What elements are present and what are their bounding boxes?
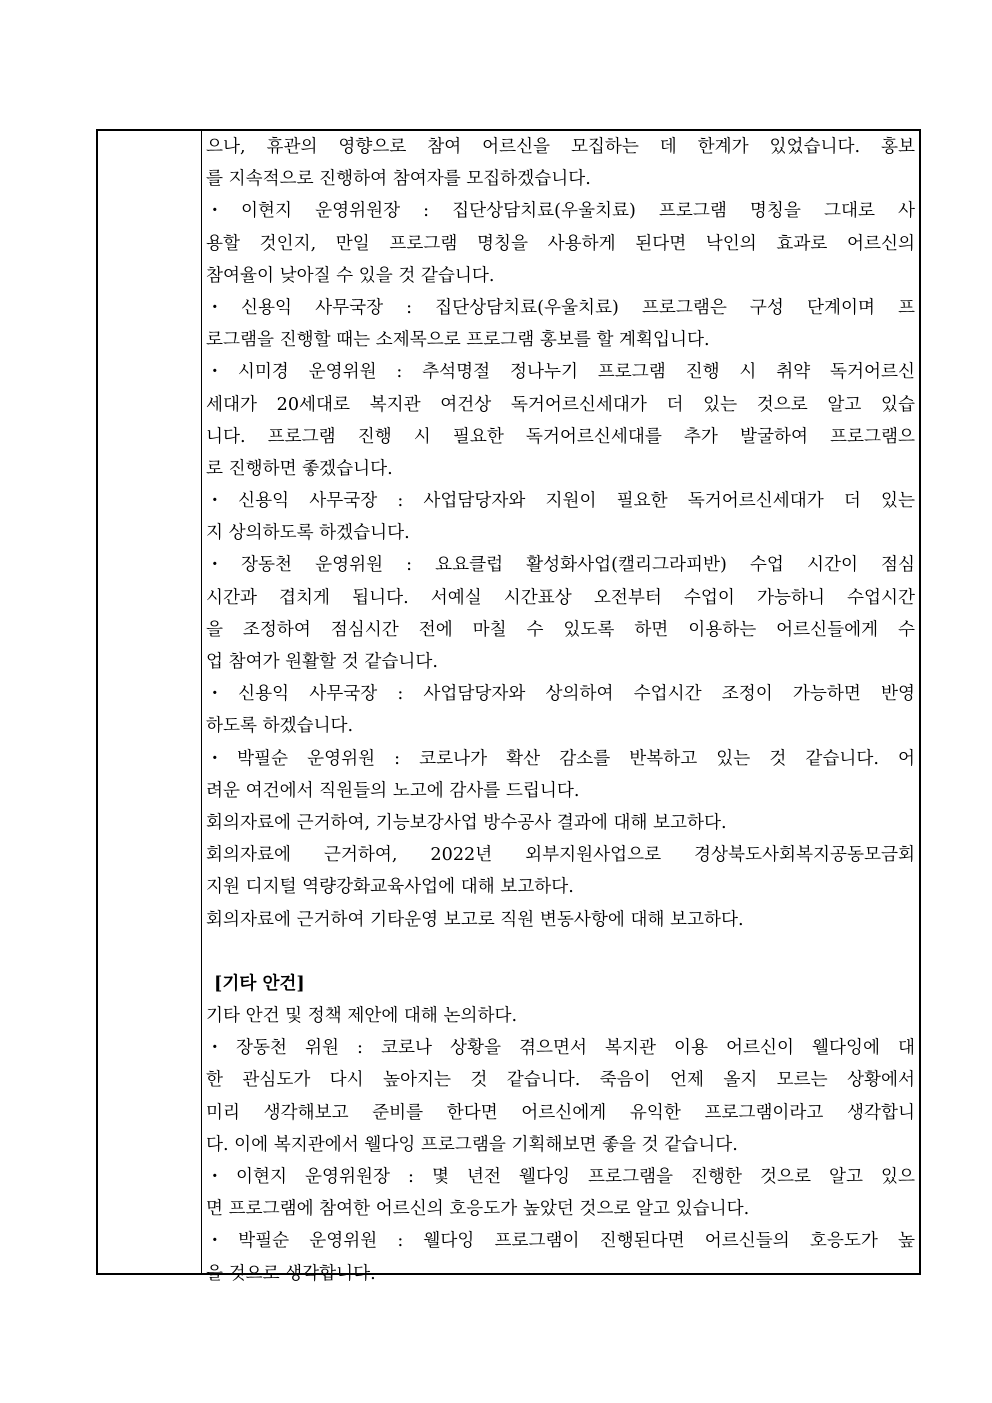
text-line: ・박필순 운영위원 : 코로나가 확산 감소를 반복하고 있는 것 같습니다. 어 [206,748,915,769]
text-line: 니다. 프로그램 진행 시 필요한 독거어르신세대를 추가 발굴하여 프로그램으 [206,426,915,447]
text-line: 회의자료에 근거하여 기타운영 보고로 직원 변동사항에 대해 보고하다. [206,909,744,930]
text-line: 시간과 겹치게 됩니다. 서예실 시간표상 오전부터 수업이 가능하니 수업시간 [206,587,915,608]
text-line: 을 조정하여 점심시간 전에 마칠 수 있도록 하면 이용하는 어르신들에게 수 [206,619,915,640]
text-line: ・이현지 운영위원장 : 몇 년전 웰다잉 프로그램을 진행한 것으로 알고 있으 [206,1167,915,1187]
text-line: ・신용익 사무국장 : 사업담당자와 지원이 필요한 독거어르신세대가 더 있는 [206,491,915,512]
text-line: 을 것으로 생각합니다. [206,1263,376,1284]
text-line: ・장동천 운영위원 : 요요클럽 활성화사업(캘리그라피반) 수업 시간이 점심 [206,555,915,576]
text-line: 로그램을 진행할 때는 소제목으로 프로그램 홍보를 할 계획입니다. [206,330,710,351]
text-line: 미리 생각해보고 준비를 한다면 어르신에게 유익한 프로그램이라고 생각합니 [206,1102,915,1123]
section-heading: [기타 안건] [214,972,305,994]
text-line: 세대가 20세대로 복지관 여건상 독거어르신세대가 더 있는 것으로 알고 있습 [206,394,915,415]
content-column [202,131,919,1284]
text-line: 지원 디지털 역량강화교육사업에 대해 보고하다. [206,877,574,898]
blank-line [206,936,915,968]
text-line: 를 지속적으로 진행하여 참여자를 모집하겠습니다. [206,169,591,190]
text-line: ・박필순 운영위원 : 웰다잉 프로그램이 진행된다면 어르신들의 호응도가 높 [206,1231,915,1252]
text-line: 면 프로그램에 참여한 어르신의 호응도가 높았던 것으로 알고 있습니다. [206,1199,750,1220]
label-column [98,131,202,1273]
text-line: ・이현지 운영위원장 : 집단상담치료(우울치료) 프로그램 명칭을 그대로 사 [206,201,915,222]
text-line: 하도록 하겠습니다. [206,716,354,737]
text-line: ・시미경 운영위원 : 추석명절 정나누기 프로그램 진행 시 취약 독거어르신 [206,362,915,383]
text-line: 려운 여건에서 직원들의 노고에 감사를 드립니다. [206,780,580,801]
minutes-table [96,129,921,1284]
text-line: 지 상의하도록 하겠습니다. [206,523,410,544]
text-line: 회의자료에 근거하여, 2022년 외부지원사업으로 경상북도사회복지공동모금회 [206,845,915,866]
text-line: 업 참여가 원활할 것 같습니다. [206,652,438,672]
text-line: 다. 이에 복지관에서 웰다잉 프로그램을 기획해보면 좋을 것 같습니다. [206,1134,738,1155]
text-line: 참여율이 낮아질 수 있을 것 같습니다. [206,265,495,286]
text-line: 용할 것인지, 만일 프로그램 명칭을 사용하게 된다면 낙인의 효과로 어르신의 [206,233,915,254]
text-line: 기타 안건 및 정책 제안에 대해 논의하다. [206,1006,518,1027]
text-line: 로 진행하면 좋겠습니다. [206,458,393,479]
text-line: ・장동천 위원 : 코로나 상황을 겪으면서 복지관 이용 어르신이 웰다잉에 대 [206,1038,915,1059]
text-line: 회의자료에 근거하여, 기능보강사업 방수공사 결과에 대해 보고하다. [206,812,727,833]
text-line: 한 관심도가 다시 높아지는 것 같습니다. 죽음이 언제 올지 모르는 상황에서 [206,1070,915,1091]
text-line: ・신용익 사무국장 : 집단상담치료(우울치료) 프로그램은 구성 단계이며 프 [206,297,915,318]
text-line: 으나, 휴관의 영향으로 참여 어르신을 모집하는 데 한계가 있었습니다. 홍보 [206,137,915,157]
text-line: ・신용익 사무국장 : 사업담당자와 상의하여 수업시간 조정이 가능하면 반영 [206,684,915,705]
